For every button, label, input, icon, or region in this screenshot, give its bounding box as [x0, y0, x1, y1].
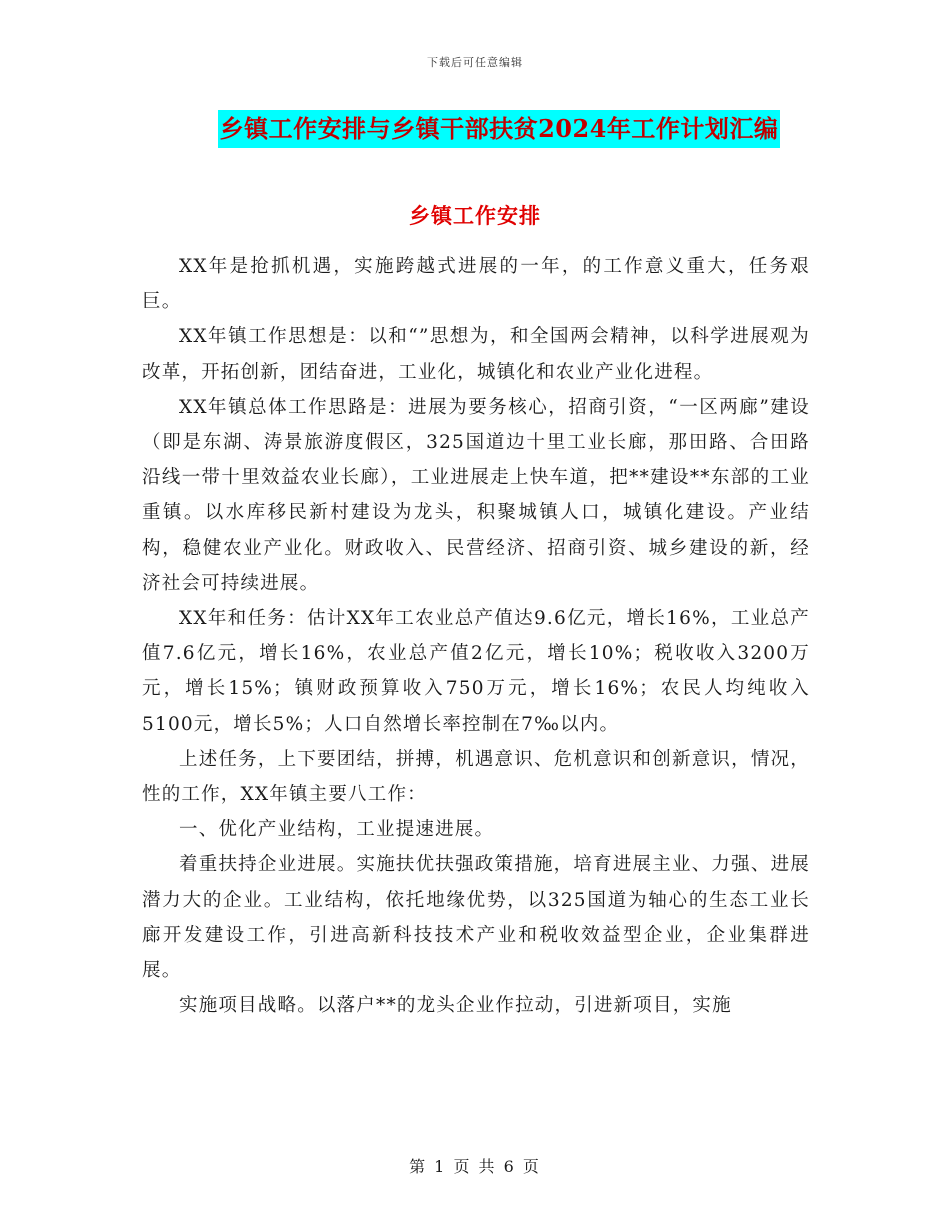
page-footer: 第 1 页 共 6 页 — [409, 1157, 541, 1176]
body-paragraph: 着重扶持企业进展。实施扶优扶强政策措施，培育进展主业、力强、进展潜力大的企业。工业结构，依托地缘优势，以325国道为轴心的生态工业长廊开发建设工作，引进高新科技技术产业和税收效益型企业，企业集群进展。 — [142, 854, 810, 982]
document-title: 乡镇工作安排与乡镇干部扶贫2024年工作计划汇编 — [218, 110, 781, 148]
body-paragraph: XX年和任务：估计XX年工农业总产值达9.6亿元，增长16%，工业总产值7.6亿元，增长16%，农业总产值2亿元，增长10%；税收收入3200万元，增长15%；镇财政预算收入750万元，增长16%；农民人均纯收入5100元，增长5%；人口自然增长率控制在7‰以内。 — [142, 608, 810, 735]
document-title-container — [0, 110, 950, 148]
document-body — [142, 249, 810, 1023]
section-title: 乡镇工作安排 — [409, 203, 541, 228]
body-paragraph: 一、优化产业结构，工业提速进展。 — [179, 819, 495, 841]
body-paragraph: XX年镇工作思想是：以和“”思想为，和全国两会精神，以科学进展观为改革，开拓创新，团结奋进，工业化，城镇化和农业产业化进程。 — [142, 326, 810, 383]
body-paragraph: XX年是抢抓机遇，实施跨越式进展的一年，的工作意义重大，任务艰巨。 — [142, 256, 810, 313]
body-paragraph: XX年镇总体工作思路是：进展为要务核心，招商引资，“一区两廊”建设（即是东湖、涛景旅游度假区，325国道边十里工业长廊，那田路、合田路沿线一带十里效益农业长廊），工业进展走上快车道，把**建设**东部的工业重镇。以水库移民新村建设为龙头，积聚城镇人口，城镇化建设。产业结构，稳健农业产业化。财政收入、民营经济、招商引资、城乡建设的新，经济社会可持续进展。 — [142, 396, 810, 594]
body-paragraph: 实施项目战略。以落户**的龙头企业作拉动，引进新项目，实施 — [179, 995, 732, 1017]
page-header: 下载后可任意编辑 — [427, 56, 523, 69]
body-paragraph: 上述任务，上下要团结，拼搏，机遇意识、危机意识和创新意识，情况，性的工作，XX年镇主要八工作： — [142, 748, 810, 806]
